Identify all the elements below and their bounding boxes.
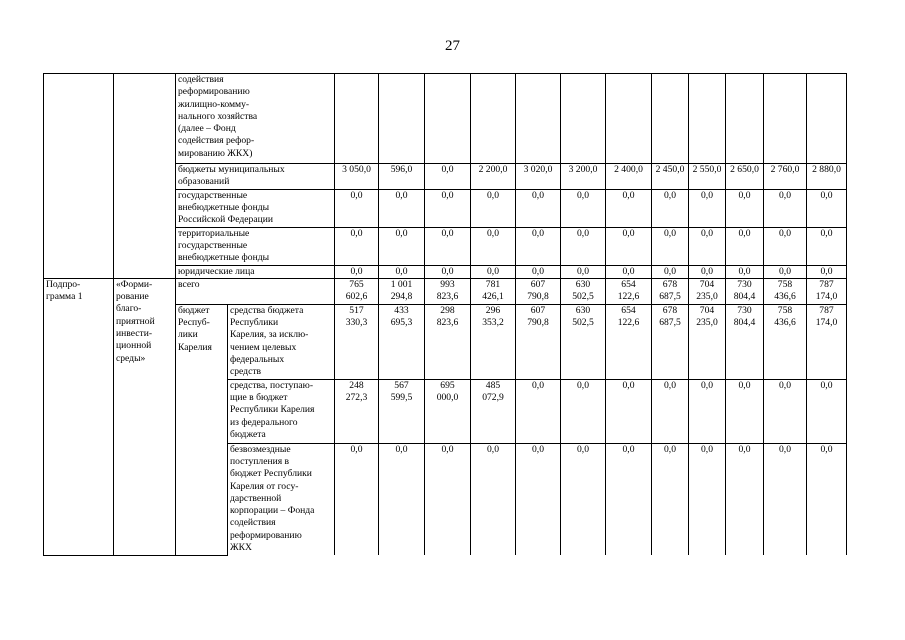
value-cell: 0,0 — [689, 265, 726, 278]
value-cell: 695 000,0 — [425, 379, 471, 443]
value-cell — [379, 74, 425, 164]
table-row — [44, 74, 847, 164]
value-cell: 0,0 — [425, 227, 471, 265]
value-cell: 0,0 — [425, 443, 471, 555]
value-cell: 3 020,0 — [516, 164, 561, 190]
funding-source: средства, поступаю- щие в бюджет Республики Карелия из федерального бюджета — [228, 379, 335, 443]
value-cell: 0,0 — [726, 443, 764, 555]
value-cell: 654 122,6 — [606, 278, 652, 304]
value-cell — [652, 74, 689, 164]
value-cell: 678 687,5 — [652, 304, 689, 379]
value-cell: 0,0 — [807, 227, 847, 265]
value-cell: 0,0 — [807, 265, 847, 278]
value-cell: 0,0 — [471, 189, 516, 227]
value-cell: 2 650,0 — [726, 164, 764, 190]
value-cell: 0,0 — [652, 265, 689, 278]
value-cell: 730 804,4 — [726, 304, 764, 379]
value-cell: 567 599,5 — [379, 379, 425, 443]
value-cell: 630 502,5 — [561, 304, 606, 379]
value-cell: 0,0 — [652, 443, 689, 555]
value-cell: 0,0 — [807, 379, 847, 443]
value-cell: 0,0 — [516, 189, 561, 227]
value-cell: 0,0 — [379, 189, 425, 227]
value-cell: 787 174,0 — [807, 278, 847, 304]
value-cell: 758 436,6 — [764, 304, 807, 379]
value-cell: 0,0 — [606, 443, 652, 555]
value-cell: 0,0 — [764, 379, 807, 443]
value-cell: 0,0 — [606, 227, 652, 265]
value-cell: 248 272,3 — [335, 379, 379, 443]
budget-group-label: бюджет Респуб- лики Карелия — [176, 304, 228, 555]
value-cell — [516, 74, 561, 164]
value-cell: 0,0 — [652, 379, 689, 443]
value-cell: 0,0 — [561, 189, 606, 227]
value-cell: 0,0 — [726, 379, 764, 443]
value-cell: 0,0 — [425, 189, 471, 227]
value-cell: 0,0 — [516, 227, 561, 265]
value-cell: 0,0 — [335, 265, 379, 278]
value-cell: 433 695,3 — [379, 304, 425, 379]
value-cell: 654 122,6 — [606, 304, 652, 379]
value-cell: 0,0 — [689, 227, 726, 265]
value-cell: 0,0 — [652, 227, 689, 265]
value-cell: 678 687,5 — [652, 278, 689, 304]
value-cell: 596,0 — [379, 164, 425, 190]
value-cell: 0,0 — [561, 227, 606, 265]
value-cell — [764, 74, 807, 164]
value-cell: 0,0 — [726, 227, 764, 265]
value-cell: 0,0 — [379, 227, 425, 265]
value-cell: 0,0 — [764, 189, 807, 227]
value-cell: 2 760,0 — [764, 164, 807, 190]
value-cell: 758 436,6 — [764, 278, 807, 304]
value-cell: 0,0 — [335, 227, 379, 265]
value-cell: 0,0 — [764, 443, 807, 555]
value-cell: 0,0 — [689, 189, 726, 227]
value-cell: 0,0 — [689, 379, 726, 443]
budget-table — [43, 73, 847, 556]
funding-source: безвозмездные поступления в бюджет Республики Карелия от госу- дарственной корпорации – Фонда содействия реформированию ЖКХ — [228, 443, 335, 555]
value-cell: 0,0 — [652, 189, 689, 227]
empty-cell — [114, 74, 176, 279]
value-cell: 0,0 — [606, 379, 652, 443]
funding-source: средства бюджета Республики Карелия, за исклю- чением целевых федеральных средств — [228, 304, 335, 379]
value-cell: 1 001 294,8 — [379, 278, 425, 304]
value-cell: 0,0 — [471, 443, 516, 555]
value-cell: 2 450,0 — [652, 164, 689, 190]
value-cell: 2 200,0 — [471, 164, 516, 190]
value-cell: 765 602,6 — [335, 278, 379, 304]
value-cell: 0,0 — [471, 227, 516, 265]
value-cell: 3 050,0 — [335, 164, 379, 190]
value-cell: 0,0 — [335, 443, 379, 555]
program-label: Подпро- грамма 1 — [44, 278, 114, 555]
value-cell — [425, 74, 471, 164]
value-cell: 517 330,3 — [335, 304, 379, 379]
value-cell — [561, 74, 606, 164]
value-cell — [726, 74, 764, 164]
value-cell: 0,0 — [561, 265, 606, 278]
value-cell: 0,0 — [516, 443, 561, 555]
value-cell: 2 400,0 — [606, 164, 652, 190]
value-cell: 296 353,2 — [471, 304, 516, 379]
funding-source: содействия реформированию жилищно-комму- нального хозяйства (далее – Фонд содействия рефор- мированию ЖКХ) — [176, 74, 335, 164]
funding-source: юридические лица — [176, 265, 335, 278]
funding-source: государственные внебюджетные фонды Российской Федерации — [176, 189, 335, 227]
value-cell: 2 550,0 — [689, 164, 726, 190]
value-cell: 704 235,0 — [689, 304, 726, 379]
value-cell: 485 072,9 — [471, 379, 516, 443]
value-cell: 298 823,6 — [425, 304, 471, 379]
value-cell: 781 426,1 — [471, 278, 516, 304]
value-cell — [807, 74, 847, 164]
value-cell: 607 790,8 — [516, 304, 561, 379]
value-cell: 0,0 — [561, 443, 606, 555]
program-name: «Форми- рование благо- приятной инвести- ционной среды» — [114, 278, 176, 555]
value-cell: 0,0 — [379, 265, 425, 278]
value-cell — [689, 74, 726, 164]
value-cell: 0,0 — [561, 379, 606, 443]
value-cell: 0,0 — [425, 265, 471, 278]
value-cell — [606, 74, 652, 164]
funding-source: бюджеты муниципальных образований — [176, 164, 335, 190]
value-cell — [471, 74, 516, 164]
value-cell: 0,0 — [379, 443, 425, 555]
value-cell: 0,0 — [516, 379, 561, 443]
page-number: 27 — [445, 38, 460, 54]
value-cell: 0,0 — [807, 443, 847, 555]
value-cell: 0,0 — [689, 443, 726, 555]
value-cell: 0,0 — [606, 189, 652, 227]
value-cell: 0,0 — [516, 265, 561, 278]
value-cell: 607 790,8 — [516, 278, 561, 304]
value-cell: 704 235,0 — [689, 278, 726, 304]
value-cell: 0,0 — [425, 164, 471, 190]
value-cell: 3 200,0 — [561, 164, 606, 190]
value-cell: 0,0 — [726, 189, 764, 227]
value-cell: 0,0 — [726, 265, 764, 278]
value-cell: 993 823,6 — [425, 278, 471, 304]
funding-source: территориальные государственные внебюджетные фонды — [176, 227, 335, 265]
funding-source: всего — [176, 278, 335, 304]
value-cell: 0,0 — [606, 265, 652, 278]
value-cell: 0,0 — [807, 189, 847, 227]
empty-cell — [44, 74, 114, 279]
value-cell — [335, 74, 379, 164]
value-cell: 0,0 — [335, 189, 379, 227]
value-cell: 630 502,5 — [561, 278, 606, 304]
table-row — [44, 278, 847, 304]
value-cell: 787 174,0 — [807, 304, 847, 379]
value-cell: 0,0 — [764, 227, 807, 265]
value-cell: 730 804,4 — [726, 278, 764, 304]
value-cell: 0,0 — [764, 265, 807, 278]
value-cell: 2 880,0 — [807, 164, 847, 190]
value-cell: 0,0 — [471, 265, 516, 278]
